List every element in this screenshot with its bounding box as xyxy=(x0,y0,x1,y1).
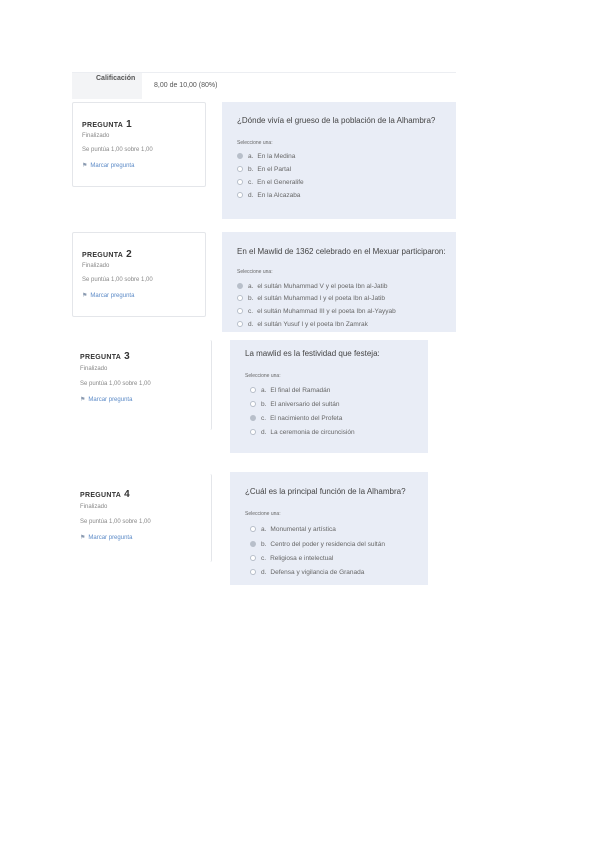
option-text: La ceremonia de circuncisión xyxy=(270,429,355,436)
question-3-flag-link[interactable] xyxy=(80,396,132,403)
option-letter: b. xyxy=(248,166,254,173)
question-4-option-a[interactable] xyxy=(250,526,336,533)
option-letter: b. xyxy=(261,401,267,408)
question-number: 1 xyxy=(126,119,132,130)
question-1-info xyxy=(72,102,205,186)
question-4-option-b[interactable] xyxy=(250,541,385,548)
flag-icon: ⚑ xyxy=(80,535,86,541)
option-letter: d. xyxy=(261,569,267,576)
option-letter: a. xyxy=(248,283,254,290)
radio-button[interactable] xyxy=(237,166,243,172)
grade-value: 8,00 de 10,00 (80%) xyxy=(154,82,218,89)
question-2-select-label: Seleccione una: xyxy=(237,269,273,275)
question-1-status: Finalizado xyxy=(82,133,110,139)
option-text: el sultán Muhammad III y el poeta Ibn al-Yayyab xyxy=(257,308,396,315)
question-number: 3 xyxy=(124,351,130,362)
radio-button-selected[interactable] xyxy=(237,153,243,159)
option-text: El aniversario del sultán xyxy=(270,401,340,408)
radio-button[interactable] xyxy=(237,179,243,185)
question-2-score: Se puntúa 1,00 sobre 1,00 xyxy=(82,277,153,283)
flag-icon: ⚑ xyxy=(82,293,88,299)
flag-label: Marcar pregunta xyxy=(90,163,135,169)
grade-label: Calificación xyxy=(96,75,136,82)
question-2-option-c[interactable] xyxy=(237,308,396,315)
flag-icon: ⚑ xyxy=(82,163,88,169)
option-text: En la Medina xyxy=(257,153,296,160)
question-4-status: Finalizado xyxy=(80,504,108,510)
option-text: En la Alcazaba xyxy=(257,192,301,199)
option-letter: a. xyxy=(248,153,254,160)
question-number: 2 xyxy=(126,249,132,260)
option-letter: d. xyxy=(261,429,267,436)
question-4-info xyxy=(70,474,212,574)
flag-label: Marcar pregunta xyxy=(88,535,133,541)
radio-button[interactable] xyxy=(237,308,243,314)
radio-button[interactable] xyxy=(237,295,243,301)
question-4-heading xyxy=(80,484,130,502)
question-1-heading xyxy=(82,114,132,132)
question-word: PREGUNTA xyxy=(82,122,124,129)
radio-button[interactable] xyxy=(250,526,256,532)
option-letter: a. xyxy=(261,526,267,533)
question-2-content xyxy=(222,232,456,332)
question-3-option-b[interactable] xyxy=(250,401,339,408)
option-text: Defensa y vigilancia de Granada xyxy=(270,569,365,576)
option-text: El nacimiento del Profeta xyxy=(270,415,343,422)
option-letter: a. xyxy=(261,387,267,394)
grade-summary xyxy=(72,72,456,101)
question-2-status: Finalizado xyxy=(82,263,110,269)
question-1-select-label: Seleccione una: xyxy=(237,140,273,146)
option-text: En el Generalife xyxy=(257,179,304,186)
question-4-text: ¿Cuál es la principal función de la Alhambra? xyxy=(245,487,406,496)
question-4-score: Se puntúa 1,00 sobre 1,00 xyxy=(80,519,151,525)
question-3-heading xyxy=(80,346,130,364)
radio-button[interactable] xyxy=(250,429,256,435)
question-1-text: ¿Dónde vivía el grueso de la población de la Alhambra? xyxy=(237,116,436,125)
question-1-option-d[interactable] xyxy=(237,192,300,199)
option-letter: c. xyxy=(248,179,254,186)
option-letter: d. xyxy=(248,321,254,328)
question-1-option-b[interactable] xyxy=(237,166,291,173)
question-4-option-d[interactable] xyxy=(250,569,364,576)
question-4-flag-link[interactable] xyxy=(80,534,132,541)
flag-label: Marcar pregunta xyxy=(88,397,133,403)
question-3-info xyxy=(70,340,212,440)
question-3-content xyxy=(230,340,428,453)
option-letter: c. xyxy=(248,308,254,315)
question-3-score: Se puntúa 1,00 sobre 1,00 xyxy=(80,381,151,387)
question-2-option-a[interactable] xyxy=(237,283,388,290)
radio-button-selected[interactable] xyxy=(237,283,243,289)
question-1-option-c[interactable] xyxy=(237,179,304,186)
option-text: El final del Ramadán xyxy=(270,387,331,394)
question-2-heading xyxy=(82,244,132,262)
option-letter: b. xyxy=(248,295,254,302)
option-text: Monumental y artística xyxy=(270,526,336,533)
flag-label: Marcar pregunta xyxy=(90,293,135,299)
question-3-option-a[interactable] xyxy=(250,387,330,394)
question-2-flag-link[interactable] xyxy=(82,292,134,299)
radio-button[interactable] xyxy=(250,401,256,407)
radio-button-selected[interactable] xyxy=(250,415,256,421)
question-1-option-a[interactable] xyxy=(237,153,295,160)
question-3-text: La mawlid es la festividad que festeja: xyxy=(245,349,380,358)
option-text: Religiosa e intelectual xyxy=(270,555,334,562)
question-3-status: Finalizado xyxy=(80,366,108,372)
question-word: PREGUNTA xyxy=(80,492,122,499)
option-letter: d. xyxy=(248,192,254,199)
radio-button[interactable] xyxy=(250,387,256,393)
option-text: el sultán Yusuf I y el poeta Ibn Zamrak xyxy=(257,321,368,328)
question-4-option-c[interactable] xyxy=(250,555,333,562)
question-2-option-b[interactable] xyxy=(237,295,385,302)
question-word: PREGUNTA xyxy=(80,354,122,361)
question-3-select-label: Seleccione una: xyxy=(245,373,281,379)
option-text: En el Partal xyxy=(257,166,292,173)
question-4-select-label: Seleccione una: xyxy=(245,511,281,517)
option-letter: c. xyxy=(261,555,267,562)
radio-button[interactable] xyxy=(237,192,243,198)
question-2-option-d[interactable] xyxy=(237,321,368,328)
option-letter: b. xyxy=(261,541,267,548)
question-4-content xyxy=(230,472,428,585)
flag-icon: ⚑ xyxy=(80,397,86,403)
question-word: PREGUNTA xyxy=(82,252,124,259)
option-text: Centro del poder y residencia del sultán xyxy=(270,541,385,548)
question-2-info xyxy=(72,232,205,316)
question-1-content xyxy=(222,102,456,219)
question-number: 4 xyxy=(124,489,130,500)
question-1-score: Se puntúa 1,00 sobre 1,00 xyxy=(82,147,153,153)
radio-button[interactable] xyxy=(250,555,256,561)
radio-button[interactable] xyxy=(237,321,243,327)
option-letter: c. xyxy=(261,415,267,422)
question-3-option-c[interactable] xyxy=(250,415,342,422)
question-3-option-d[interactable] xyxy=(250,429,355,436)
question-1-flag-link[interactable] xyxy=(82,162,134,169)
radio-button[interactable] xyxy=(250,569,256,575)
option-text: el sultán Muhammad V y el poeta Ibn al-Jatib xyxy=(257,283,388,290)
question-2-text: En el Mawlid de 1362 celebrado en el Mexuar participaron: xyxy=(237,247,446,256)
radio-button-selected[interactable] xyxy=(250,541,256,547)
option-text: el sultán Muhammad I y el poeta Ibn al-Jatib xyxy=(257,295,385,302)
